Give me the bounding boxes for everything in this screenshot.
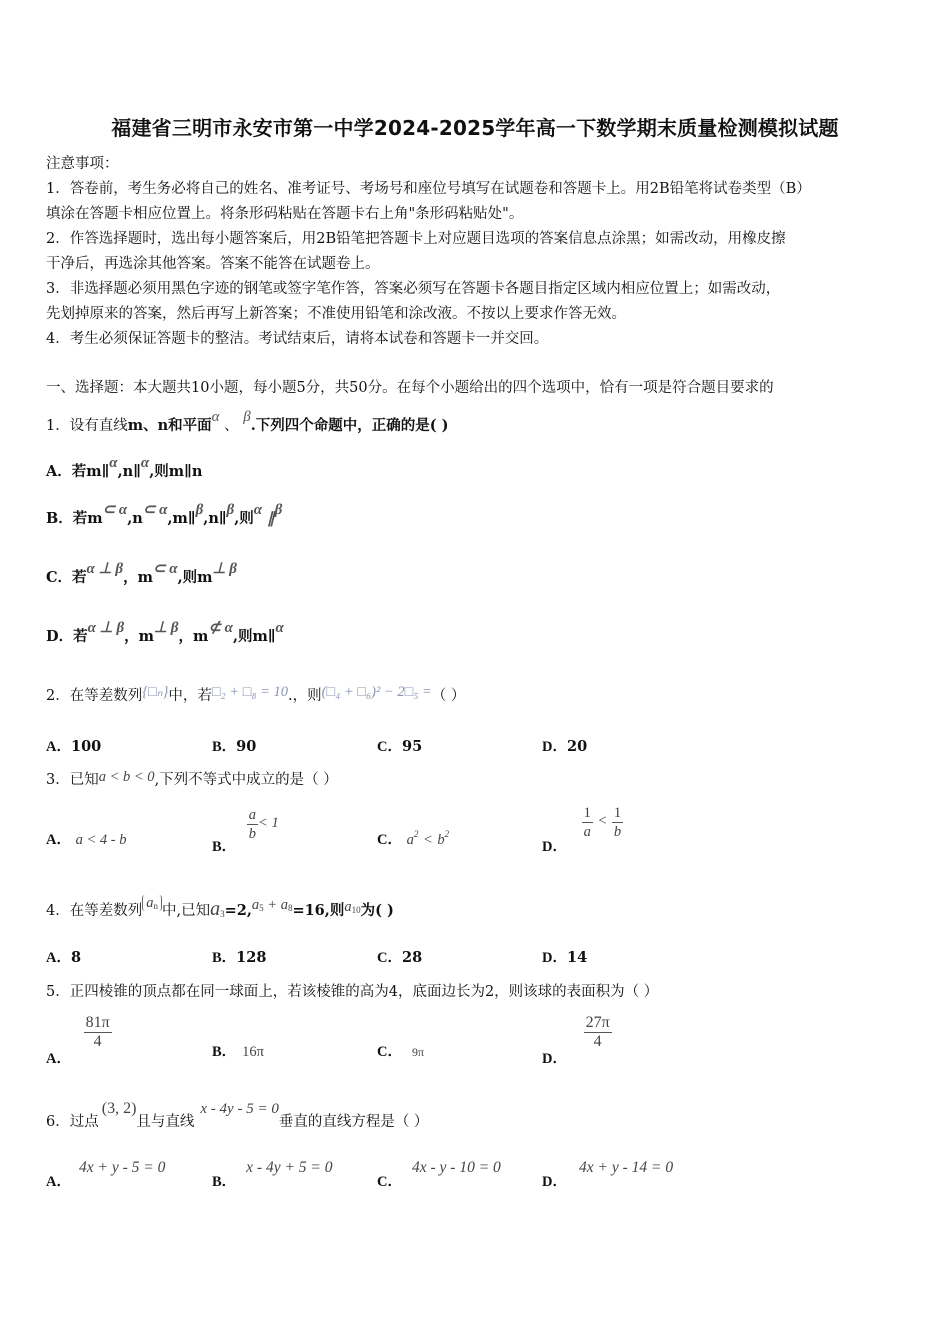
question-1-stem: 1．设有直线m、n和平面α 、 β.下列四个命题中，正确的是( ) [46,409,449,434]
notice-line: 1．答卷前，考生务必将自己的姓名、准考证号、考场号和座位号填写在试题卷和答题卡上。用2B铅笔将试卷类型（B） [46,181,811,197]
question-1-option-a[interactable]: A．若m∥α,n∥α,则m∥n [46,455,203,480]
question-3-stem: 3．已知a < b < 0,下列不等式中成立的是（ ） [46,769,338,788]
question-2-option-c[interactable]: C．95 [377,738,423,755]
question-5-option-a[interactable]: A． $\frac{81\pi}{4}$ [46,1014,110,1067]
question-5-stem: 5．正四棱锥的顶点都在同一球面上，若该棱锥的高为4，底面边长为2，则该球的表面积为（ ） [46,984,659,1000]
notice-line: 2．作答选择题时，选出每小题答案后，用2B铅笔把答题卡上对应题目选项的答案信息点涂黑；如需改动，用橡皮擦 [46,231,786,247]
question-2-stem: 2．在等差数列{□ₙ}中，若□₂ + □₈ = 10.，则(□₄ + □₆)² − 2□₅ =（ ） [46,684,466,704]
notice-line: 先划掉原来的答案，然后再写上新答案；不准使用铅笔和涂改液。不按以上要求作答无效。 [46,306,626,322]
condition-formula: a < b < 0 [98,769,155,785]
question-2-option-a[interactable]: A．100 [46,738,102,755]
question-2-option-d[interactable]: D．20 [542,738,588,755]
notice-line: 4．考生必须保证答题卡的整洁。考试结束后，请将本试卷和答题卡一并交回。 [46,331,549,347]
expression-formula: (□₄ + □₆)² − 2□₅ = [321,684,432,700]
page-title: 福建省三明市永安市第一中学2024-2025学年高一下数学期末质量检测模拟试题 [111,116,839,140]
question-5-option-c[interactable]: C． 9π [377,1044,425,1060]
question-1-option-d[interactable]: D．若α ⊥ β，m⊥ β，m⊄ α,则m∥α [46,620,284,645]
question-6-stem: 6．过点(3, 2)且与直线x - 4y - 5 = 0垂直的直线方程是（ ） [46,1100,429,1130]
notice-heading: 注意事项： [46,156,119,172]
question-6-option-a[interactable]: A．4x + y - 5 = 0 [46,1159,166,1190]
question-5-option-b[interactable]: B． 16π [212,1044,264,1060]
condition-formula: □₂ + □₈ = 10 [211,684,289,700]
question-5-option-d[interactable]: D． $\frac{27\pi}{4}$ [542,1014,610,1067]
question-3-option-b[interactable]: B． $\frac{a}{b}$ < 1 [212,807,279,855]
question-6-option-b[interactable]: B．x - 4y + 5 = 0 [212,1159,333,1190]
question-4-option-c[interactable]: C．28 [377,949,423,966]
question-6-option-d[interactable]: D．4x + y - 14 = 0 [542,1159,674,1190]
question-3-option-a[interactable]: A． a < 4 - b [46,832,127,848]
notice-line: 干净后，再选涂其他答案。答案不能答在试题卷上。 [46,256,380,272]
question-3-option-d[interactable]: D． $\frac{1}{a}$ < $\frac{1}{b}$ [542,805,622,855]
question-1-option-b[interactable]: B．若m⊂ α,n⊂ α,m∥β,n∥β,则α ∥β [46,502,283,527]
notice-line: 填涂在答题卡相应位置上。将条形码粘贴在答题卡右上角"条形码粘贴处"。 [46,206,524,222]
notice-line: 3．非选择题必须用黑色字迹的钢笔或签字笔作答，答案必须写在答题卡各题目指定区域内相应位置上；如需改动， [46,281,781,297]
line-formula: x - 4y - 5 = 0 [200,1101,279,1117]
question-4-stem: 4．在等差数列 $a_n$ 中,已知$a_3=2,a_5 + a_8=16$,则$a_{10}$为( ) [46,895,394,920]
question-4-option-a[interactable]: A．8 [46,949,82,966]
question-4-option-d[interactable]: D．14 [542,949,588,966]
section-heading: 一、选择题：本大题共10小题，每小题5分，共50分。在每个小题给出的四个选项中，恰有一项是符合题目要求的 [46,380,774,396]
sequence-formula: {□ₙ} [142,684,169,700]
question-3-option-c[interactable]: C． $a^2 < b^2$ [377,829,450,848]
question-1-option-c[interactable]: C．若α ⊥ β，m⊂ α,则m⊥ β [46,561,237,586]
question-6-option-c[interactable]: C．4x - y - 10 = 0 [377,1159,501,1190]
question-4-option-b[interactable]: B．128 [212,949,267,966]
point-formula: (3, 2) [101,1100,137,1117]
question-2-option-b[interactable]: B．90 [212,738,257,755]
